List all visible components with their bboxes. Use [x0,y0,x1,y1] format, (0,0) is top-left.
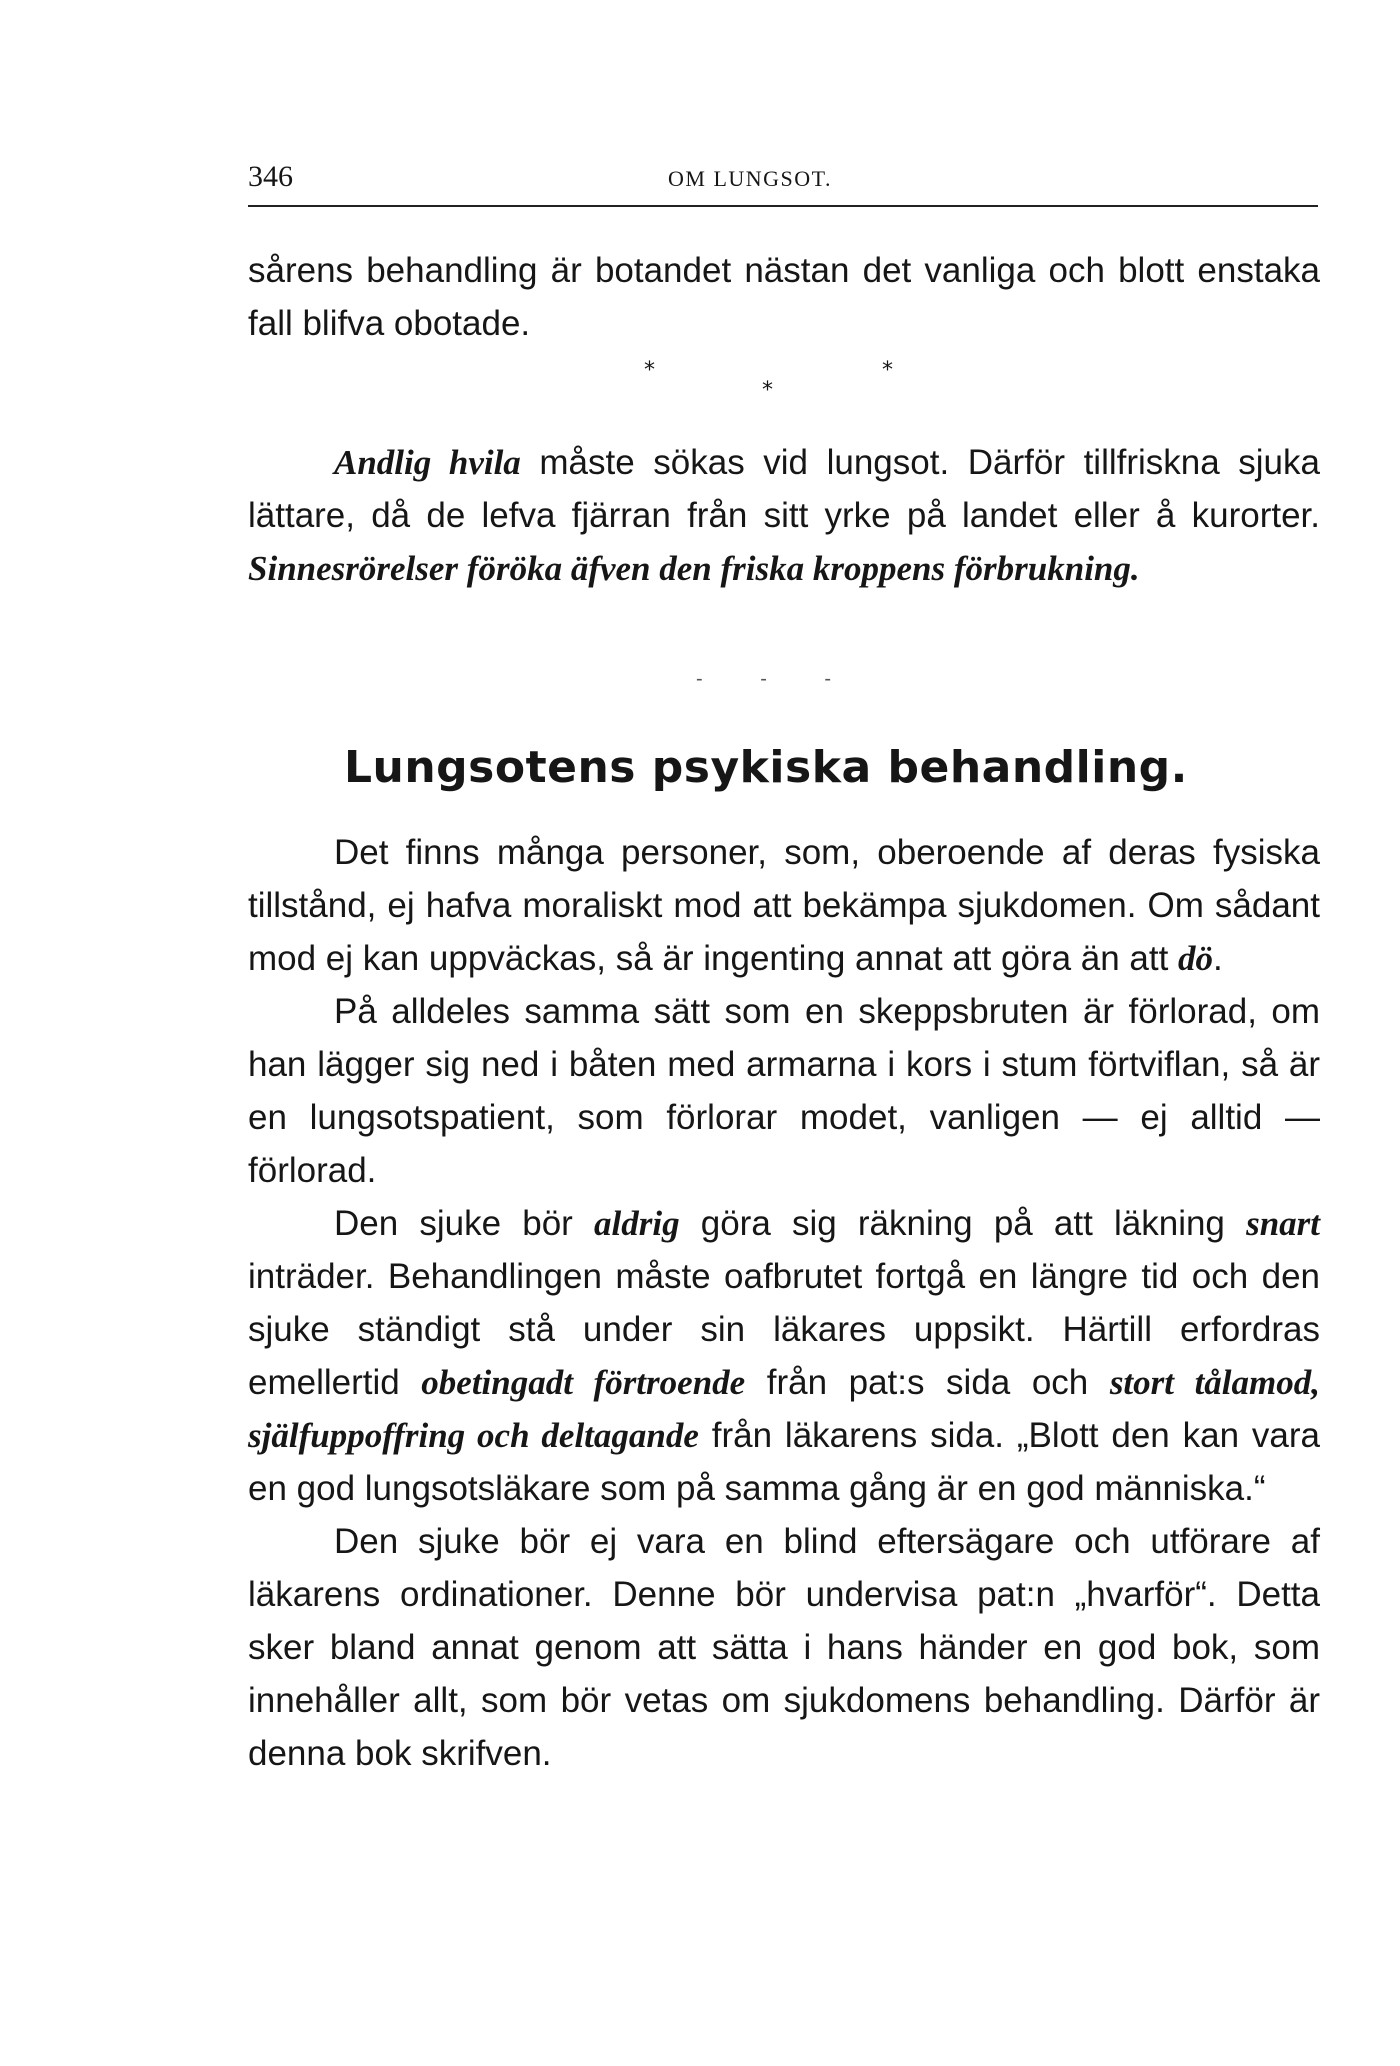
text-run: . [1213,939,1223,978]
paragraph-text [248,436,1320,595]
asterisk-mark: * [882,358,893,383]
text-run: Det finns många personer, som, oberoende af deras fysiska tillstånd, ej hafva moraliskt mod att bekämpa sjukdomen. Om sådant mod ej kan uppväckas, så är ingenting annat att göra än att [248,833,1320,978]
emphasis: obetingadt förtroende [421,1363,746,1402]
paragraph: Den sjuke bör ej vara en blind eftersägare och utförare af läkarens ordinationer. Denne bör undervisa pat:n „hvarför“. Detta sker bland annat genom att sätta i hans händer en god bok, som innehåller allt, som bör vetas om sjukdomens behandling. Därför är denna bok skrifven. [248,1522,1320,1773]
paragraph: På alldeles samma sätt som en skeppsbruten är förlorad, om han lägger sig ned i båten med armarna i kors i stum förtviflan, så är en lungsotspatient, som förlorar modet, vanligen — ej alltid — förlorad. [248,992,1320,1190]
text-run: från pat:s sida och [745,1363,1110,1402]
emphasis: dö [1178,939,1214,978]
rest-paragraph [248,436,1320,595]
text-run: från läkarens sida. „Blott den kan vara en god lungsotsläkare som på samma gång är en god människa.“ [248,1416,1320,1508]
section-body [248,826,1320,1780]
page-number: 346 [248,160,293,193]
header-rule [248,205,1318,207]
text-run: måste sökas vid lungsot. Därför tillfriskna sjuka lättare, då de lefva fjärran från sitt yrke på landet eller å kurorter. [248,443,1320,535]
paragraph [248,1197,1320,1515]
emphasis: aldrig [594,1204,680,1243]
paragraph-text: sårens behandling är botandet nästan det vanliga och blott enstaka fall blifva obotade. [248,251,1320,343]
emphasis: snart [1246,1204,1321,1243]
text-run: inträder. Behandlingen måste oafbrutet fortgå en längre tid och den sjuke ständigt stå under sin läkares uppsikt. Härtill erfordras emellertid [248,1257,1320,1402]
opening-paragraph [248,244,1320,350]
paragraph [248,826,1320,985]
asterism-ornament [620,356,940,416]
text-run: göra sig räkning på att läkning [679,1204,1247,1243]
emphasis: Andlig hvila [334,443,521,482]
running-title: OM LUNGSOT. [668,166,832,191]
text-run: Den sjuke bör [334,1204,594,1243]
page-header [248,160,1318,210]
asterisk-mark: * [762,378,773,403]
section-divider: - - - [696,668,858,690]
section-heading: Lungsotens psykiska behandling. [344,742,1188,793]
emphasis: Sinnesrörelser föröka äfven den friska kroppens förbrukning. [248,549,1140,588]
asterisk-mark: * [644,358,655,383]
emphasis: stort tålamod, själfuppoffring och deltagande [248,1363,1321,1455]
